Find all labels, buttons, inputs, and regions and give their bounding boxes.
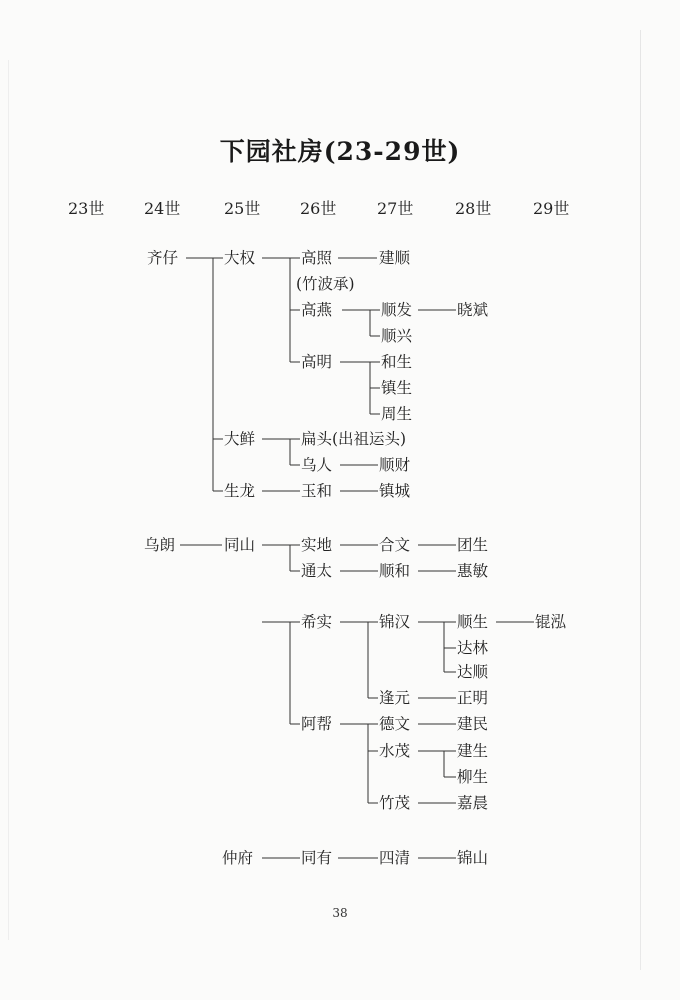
person-shuncai: 顺财 <box>379 456 411 474</box>
person-shenglong: 生龙 <box>224 482 256 500</box>
person-note-zhubocheng: (竹波承) <box>296 275 355 293</box>
person-jianmin: 建民 <box>457 715 489 733</box>
person-jianshun: 建顺 <box>379 249 411 267</box>
person-daxian: 大鲜 <box>224 430 256 448</box>
person-shuimao: 水茂 <box>379 742 411 760</box>
person-abang: 阿帮 <box>301 715 333 733</box>
person-dashun: 达顺 <box>457 663 489 681</box>
person-hesheng: 和生 <box>381 353 413 371</box>
person-shunfa: 顺发 <box>381 301 413 319</box>
person-xishi: 希实 <box>301 613 333 631</box>
person-huimin: 惠敏 <box>457 562 489 580</box>
person-qizai: 齐仔 <box>147 249 179 267</box>
generation-label-25: 25世 <box>224 199 261 218</box>
person-fengyuan: 逢元 <box>379 689 411 707</box>
person-zhencheng: 镇城 <box>379 482 411 500</box>
person-zhongfu: 仲府 <box>222 849 254 867</box>
person-tongshan: 同山 <box>224 536 256 554</box>
person-shunxing: 顺兴 <box>381 327 413 345</box>
person-daquan: 大权 <box>224 249 256 267</box>
person-tongyou: 同有 <box>301 849 333 867</box>
person-tongtai: 通太 <box>301 562 333 580</box>
generation-label-26: 26世 <box>300 199 337 218</box>
person-wuren: 乌人 <box>301 456 333 474</box>
person-gaoming: 高明 <box>301 353 333 371</box>
person-liusheng: 柳生 <box>457 768 489 786</box>
person-tuansheng: 团生 <box>457 536 489 554</box>
person-xiaobin: 晓斌 <box>457 301 489 319</box>
person-shunhe: 顺和 <box>379 562 411 580</box>
person-zhousheng: 周生 <box>381 405 413 423</box>
generation-label-28: 28世 <box>455 199 492 218</box>
person-gaoyan: 高燕 <box>301 301 333 319</box>
person-wulang: 乌朗 <box>144 536 176 554</box>
person-zhumao: 竹茂 <box>379 794 411 812</box>
generation-label-24: 24世 <box>144 199 181 218</box>
person-biantou: 扁头(出祖运头) <box>301 430 407 448</box>
person-dalin: 达林 <box>457 639 489 657</box>
page-number: 38 <box>332 906 348 920</box>
person-shunsheng: 顺生 <box>457 613 489 631</box>
generation-label-23: 23世 <box>68 199 105 218</box>
person-yuhe: 玉和 <box>301 482 333 500</box>
person-jiansheng: 建生 <box>457 742 489 760</box>
person-siqing: 四清 <box>379 849 411 867</box>
generation-label-27: 27世 <box>377 199 414 218</box>
person-hewen: 合文 <box>379 536 411 554</box>
person-jinhan: 锦汉 <box>379 613 411 631</box>
person-zhensheng: 镇生 <box>381 379 413 397</box>
person-dewen: 德文 <box>379 715 411 733</box>
person-gaozhao: 高照 <box>301 249 333 267</box>
person-kunhong: 锟泓 <box>535 613 567 631</box>
person-zhengming: 正明 <box>457 689 489 707</box>
person-jinshan: 锦山 <box>457 849 489 867</box>
generation-label-29: 29世 <box>533 199 570 218</box>
person-jiachen: 嘉晨 <box>457 794 489 812</box>
person-shidi: 实地 <box>301 536 333 554</box>
page-title: 下园社房(23-29世) <box>219 137 461 166</box>
